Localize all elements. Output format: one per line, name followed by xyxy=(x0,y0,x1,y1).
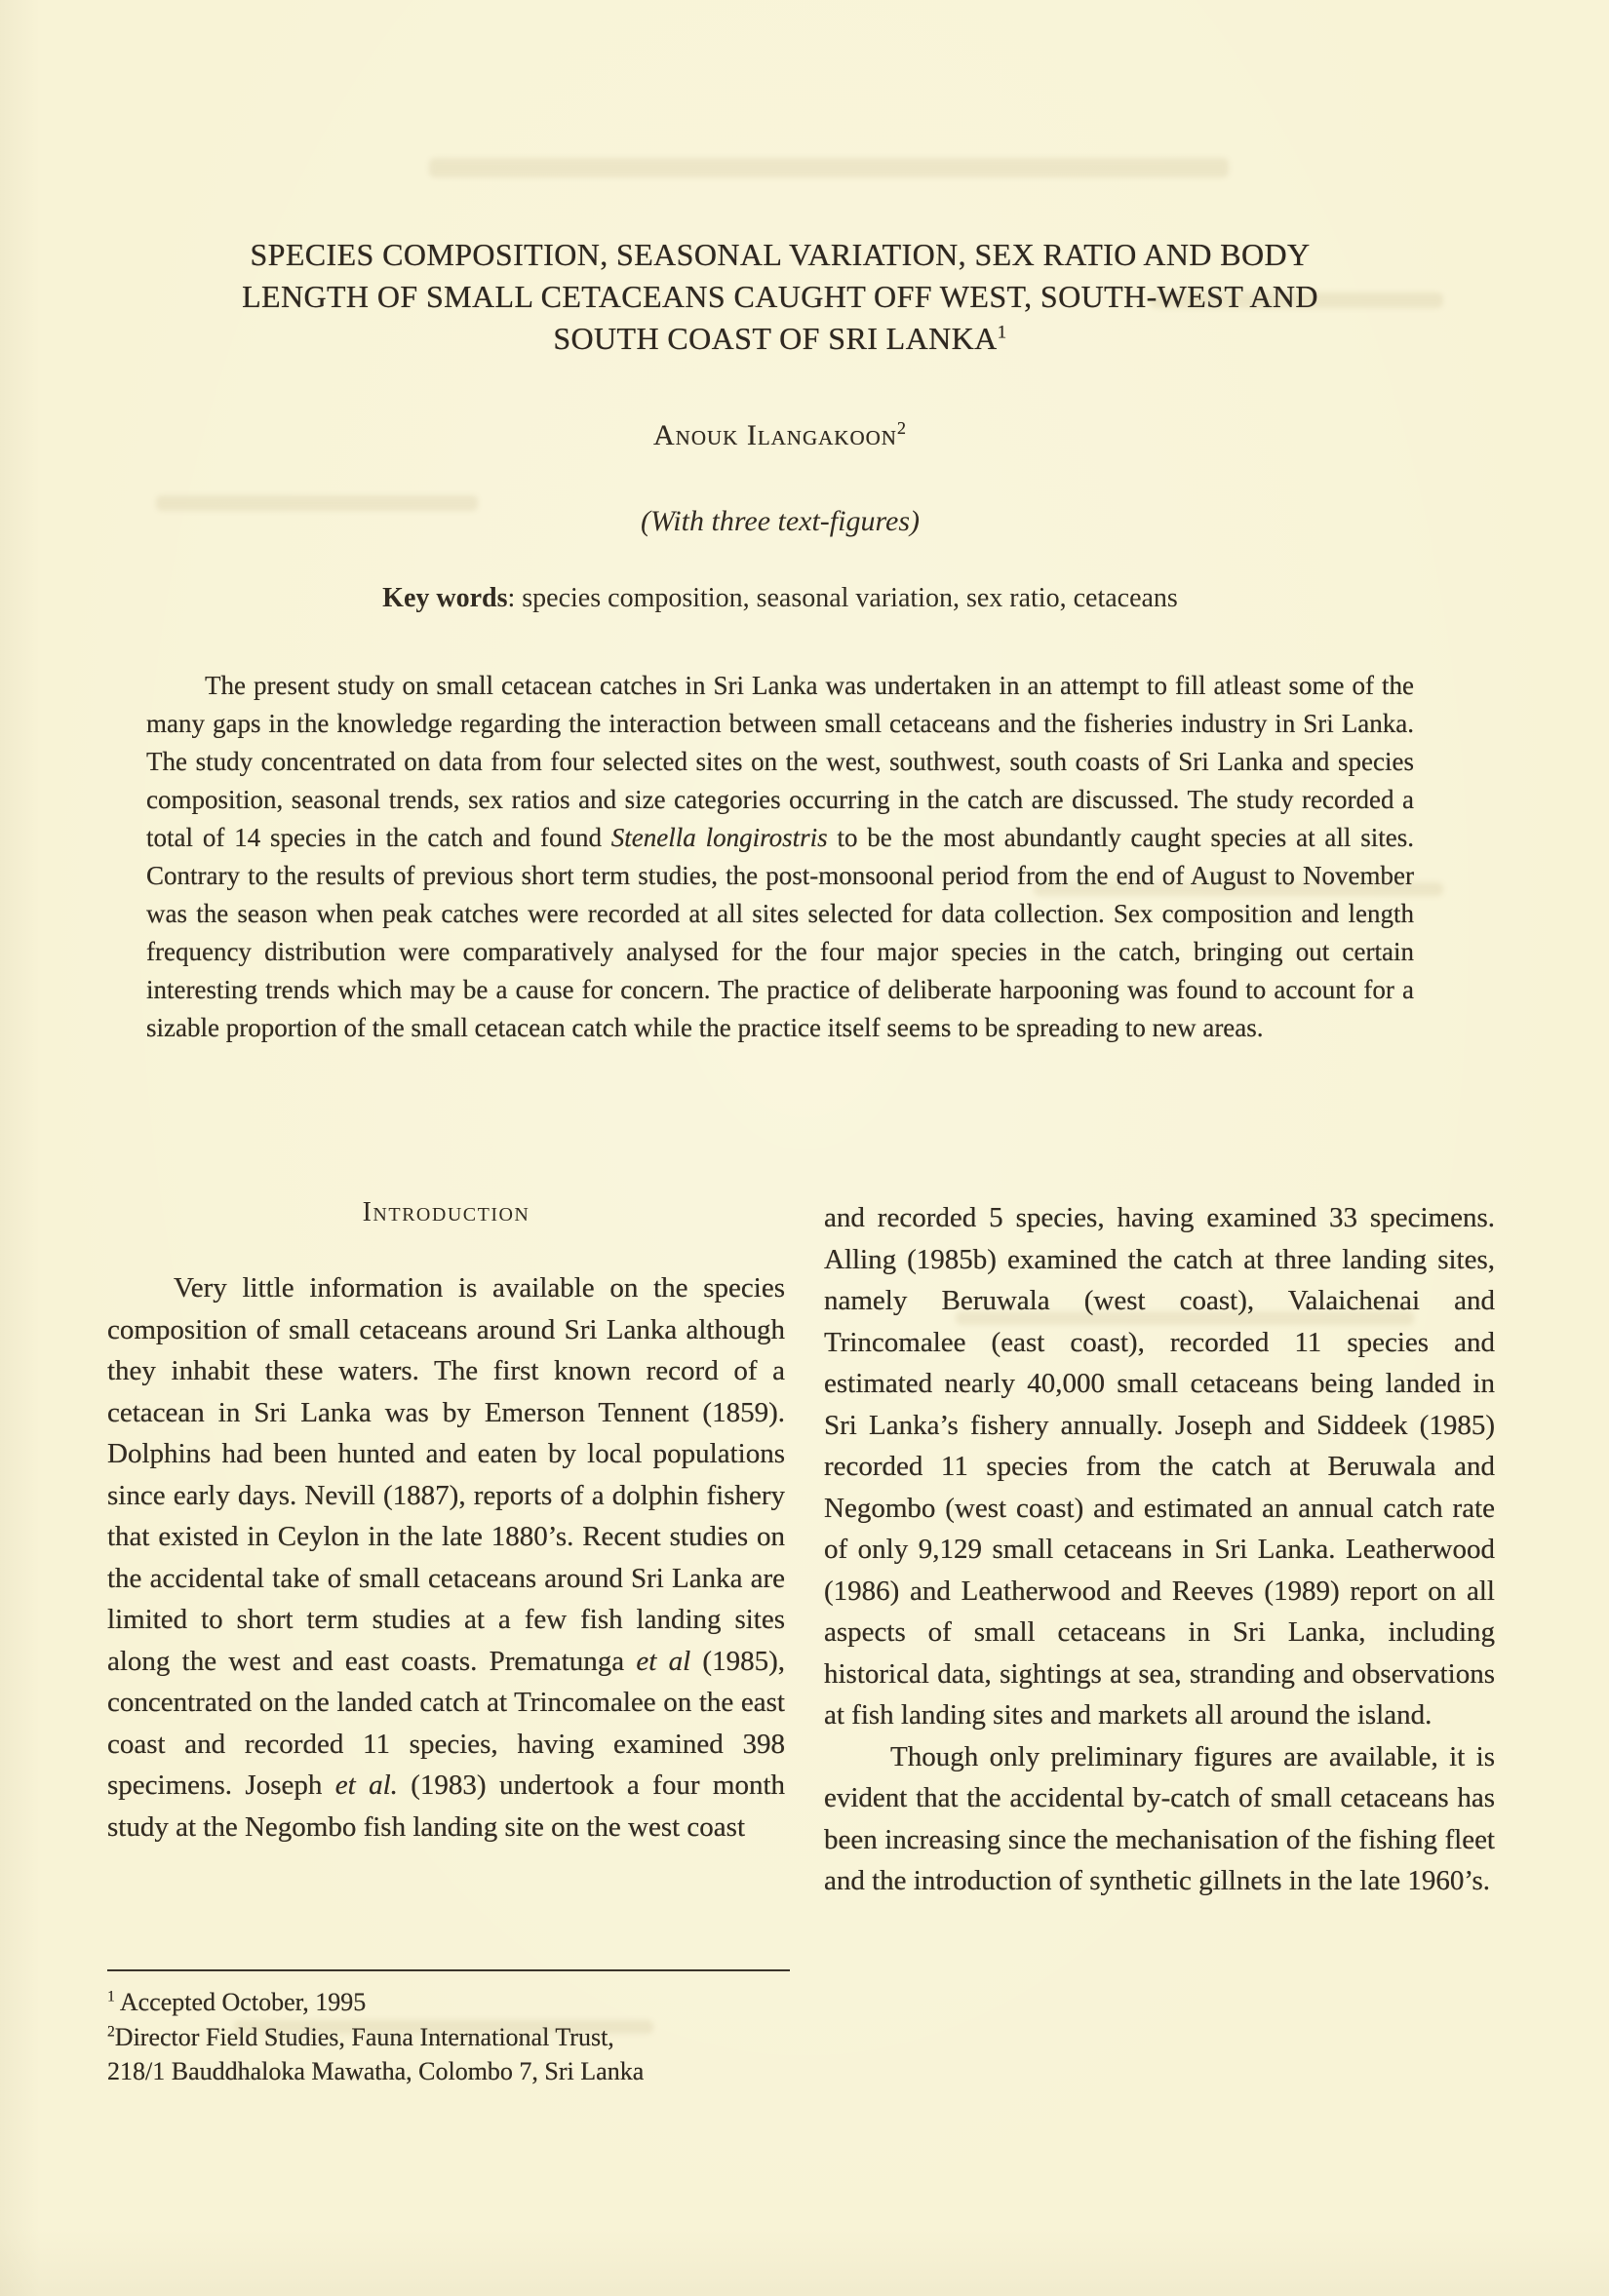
keywords-text: : species composition, seasonal variation, sex ratio, cetaceans xyxy=(507,583,1178,613)
introduction-heading: Introduction xyxy=(362,1197,530,1227)
footnotes xyxy=(107,1985,795,2089)
paper-title-line-2: LENGTH OF SMALL CETACEANS CAUGHT OFF WEST, SOUTH-WEST AND xyxy=(242,279,1318,314)
abstract-part-1: The present study on small cetacean catches in Sri Lanka was undertaken in an attempt to fill atleast some of the many gaps in the knowledge regarding the interaction between small cetaceans and the fisheries industry in Sri Lanka. The study concentrated on data from four selected sites on the west, southwest, south coasts of Sri Lanka and species composition, seasonal trends, sex ratios and size categories occurring in the catch are discussed. The study recorded a total of 14 species in the catch and found xyxy=(146,671,1414,852)
footnote-1-marker: 1 xyxy=(107,1988,115,2005)
footnote-accepted: $^1$ Accepted October, 1995 xyxy=(107,1988,367,2016)
footnote-divider xyxy=(107,1969,790,1971)
right-column-paragraph-1: and recorded 5 species, having examined 33 specimens. Alling (1985b) examined the catch at three landing sites, namely Beruwala (west coast), Valaichenai and Trincomalee (east coast), recorded 11 species and estimated nearly 40,000 small cetaceans being landed in Sri Lanka’s fishery annually. Joseph and Siddeek (1985) recorded 11 species from the catch at Beruwala and Negombo (west coast) and estimated an annual catch rate of only 9,129 small cetaceans in Sri Lanka. Leatherwood (1986) and Leatherwood and Reeves (1989) report on all aspects of small cetaceans in Sri Lanka, including historical data, sightings at sea, stranding and observations at fish landing sites and markets all around the island. xyxy=(824,1202,1495,1731)
species-name-italic: Stenella longirostris xyxy=(610,823,828,852)
left-column xyxy=(107,1267,785,1979)
abstract-part-2: to be the most abundantly caught species at all sites. Contrary to the results of previous short term studies, the post-monsoonal period from the end of August to November was the season when peak catches were recorded at all sites selected for data collection. Sex composition and length frequency distribution were comparatively analysed for the four major species in the catch, bringing out certain interesting trends which may be a cause for concern. The practice of deliberate harpooning was found to account for a sizable proportion of the small cetacean catch while the practice itself seems to be spreading to new areas. xyxy=(146,823,1414,1042)
left-column-paragraph xyxy=(107,1267,785,1848)
paper-title-line-3: SOUTH COAST OF SRI LANKA$^1$ xyxy=(553,321,1007,356)
left-col-text-1: Very little information is available on the species composition of small cetaceans around Sri Lanka although they inhabit these waters. The first known record of a cetacean in Sri Lanka was by Emerson Tennent (1859). Dolphins had been hunted and eaten by local populations since early days. Nevill (1887), reports of a dolphin fishery that existed in Ceylon in the late 1880’s. Recent studies on the accidental take of small cetaceans around Sri Lanka are limited to short term studies at a few fish landing sites along the west and east coasts. Prematunga xyxy=(107,1272,785,1677)
abstract-paragraph xyxy=(146,667,1414,1047)
paper-title-line-1: SPECIES COMPOSITION, SEASONAL VARIATION, SEX RATIO AND BODY xyxy=(250,237,1311,272)
figures-note: (With three text-figures) xyxy=(640,505,921,537)
keywords-label: Key words xyxy=(382,583,508,613)
right-column xyxy=(824,1197,1495,1902)
keywords-line xyxy=(83,583,1477,614)
et-al-italic-1: et al xyxy=(636,1645,691,1677)
footnote-affiliation: $^2$Director Field Studies, Fauna International Trust, xyxy=(107,2022,614,2051)
bleed-through-artifact xyxy=(429,158,1229,177)
author-footnote-marker: 2 xyxy=(896,418,907,438)
footnote-2-marker: 2 xyxy=(107,2022,115,2040)
right-column-paragraph-2: Though only preliminary figures are available, it is evident that the accidental by-catch of small cetaceans has been increasing since the mechanisation of the fishing fleet and the introduction of synthetic gillnets in the late 1960’s. xyxy=(824,1740,1495,1896)
left-col-text-3: (1983) undertook a four month study at the Negombo fish landing site on the west coast xyxy=(107,1770,785,1843)
paper-title xyxy=(83,234,1477,360)
title-footnote-marker: 1 xyxy=(997,322,1007,343)
et-al-italic-2: et al. xyxy=(334,1770,398,1801)
footnote-address: 218/1 Bauddhaloka Mawatha, Colombo 7, Sri Lanka xyxy=(107,2057,645,2085)
left-col-text-2: (1985), concentrated on the landed catch at Trincomalee on the east coast and recorded 11 species, having examined 398 specimens. Joseph xyxy=(107,1645,785,1801)
author-line xyxy=(83,419,1477,452)
author-name: Anouk Ilangakoon xyxy=(653,419,897,451)
